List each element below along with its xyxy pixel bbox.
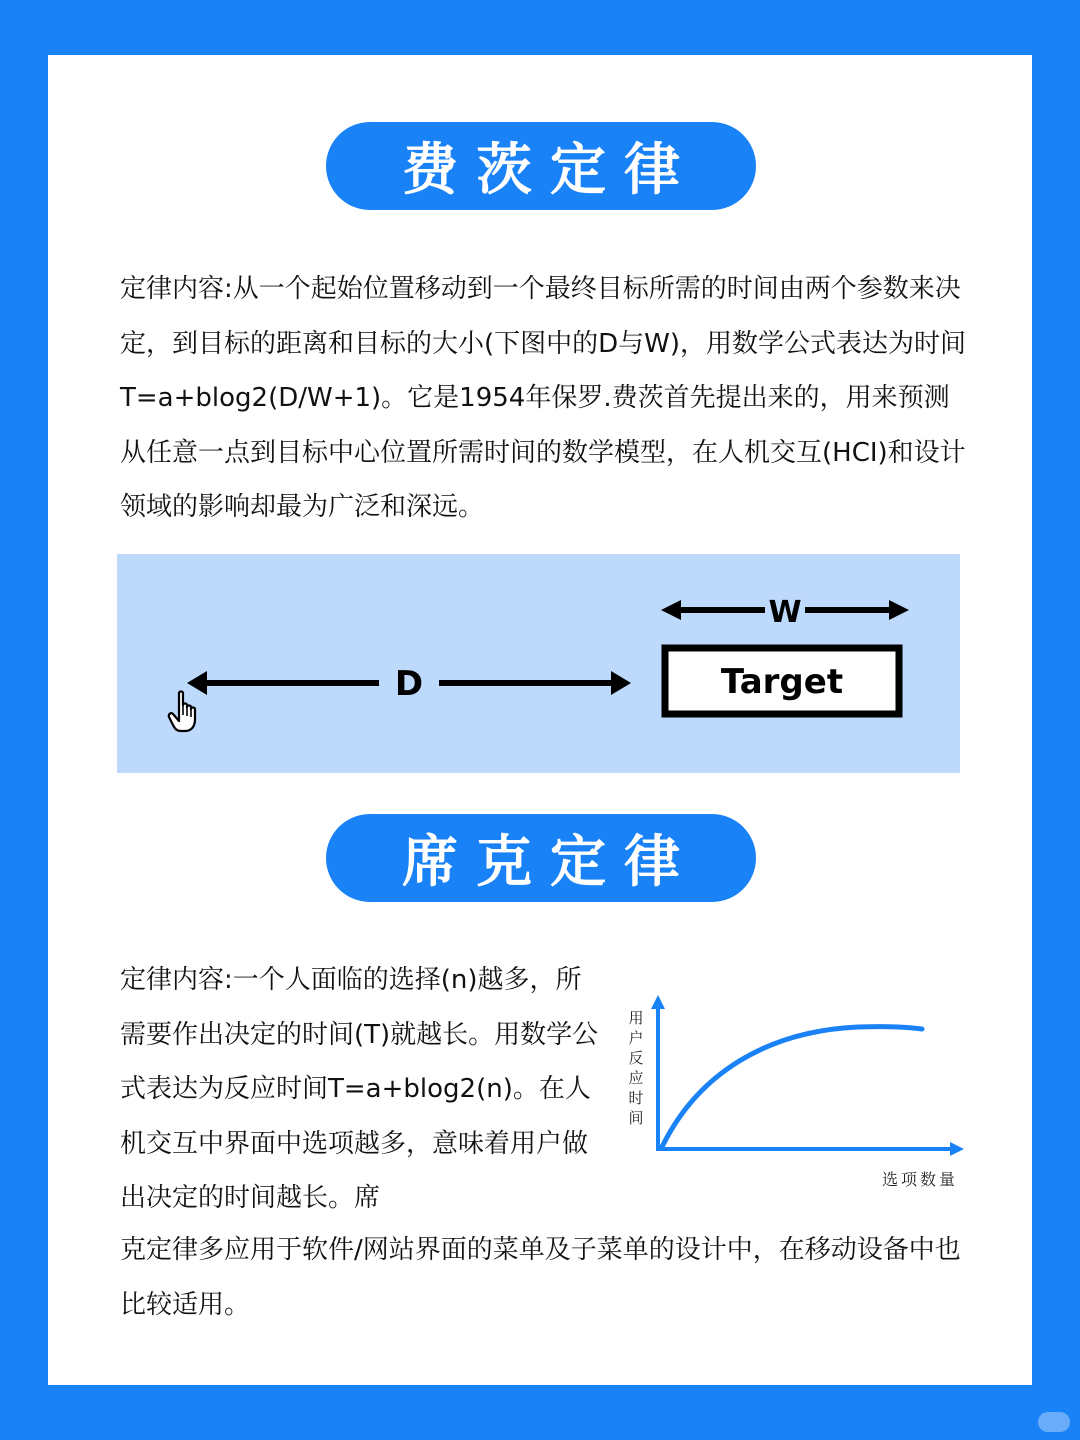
fitts-title-pill (326, 122, 756, 210)
x-axis (658, 1142, 964, 1156)
fitts-diagram-svg (117, 554, 960, 773)
target-label: Target (720, 662, 844, 702)
fitts-title: 费茨定律 (402, 138, 698, 203)
hick-paragraph-part1: 定律内容:一个人面临的选择(n)越多，所需要作出决定的时间(T)就越长。用数学公式表达为反应时间T=a+blog2(n)。在人机交互中界面中选项越多，意味着用户做出决定的时间越长。席 (120, 965, 599, 1213)
hick-chart-svg (618, 993, 978, 1193)
y-axis-label (628, 1009, 643, 1127)
response-time-curve (662, 1027, 922, 1147)
fitts-paragraph: 定律内容:从一个起始位置移动到一个最终目标所需的时间由两个参数来决定，到目标的距离和目标的大小(下图中的D与W)，用数学公式表达为时间T=a+blog2(D/W+1)。它是1954年保罗.费茨首先提出来的，用来预测从任意一点到目标中心位置所需时间的数学模型，在人机交互(HCI)和设计领域的影响却最为广泛和深远。 (120, 274, 967, 522)
hick-paragraph-part2: 克定律多应用于软件/网站界面的菜单及子菜单的设计中，在移动设备中也比较适用。 (120, 1235, 961, 1320)
fitts-diagram (117, 554, 960, 773)
y-label-char: 户 (628, 1029, 644, 1047)
hick-chart (618, 993, 978, 1193)
width-label: W (768, 595, 802, 630)
y-label-char: 应 (628, 1069, 644, 1087)
y-label-char: 用 (628, 1009, 644, 1027)
content-card (48, 55, 1032, 1385)
y-label-char: 反 (628, 1049, 644, 1067)
hand-pointer-icon (169, 692, 195, 732)
x-axis-label: 选项数量 (881, 1170, 958, 1189)
hick-title: 席克定律 (402, 830, 698, 895)
hick-title-pill (326, 814, 756, 902)
watermark-badge (1038, 1412, 1070, 1432)
y-axis (651, 995, 665, 1151)
distance-label: D (394, 664, 424, 704)
y-label-char: 时 (628, 1089, 644, 1107)
y-label-char: 间 (628, 1109, 644, 1127)
